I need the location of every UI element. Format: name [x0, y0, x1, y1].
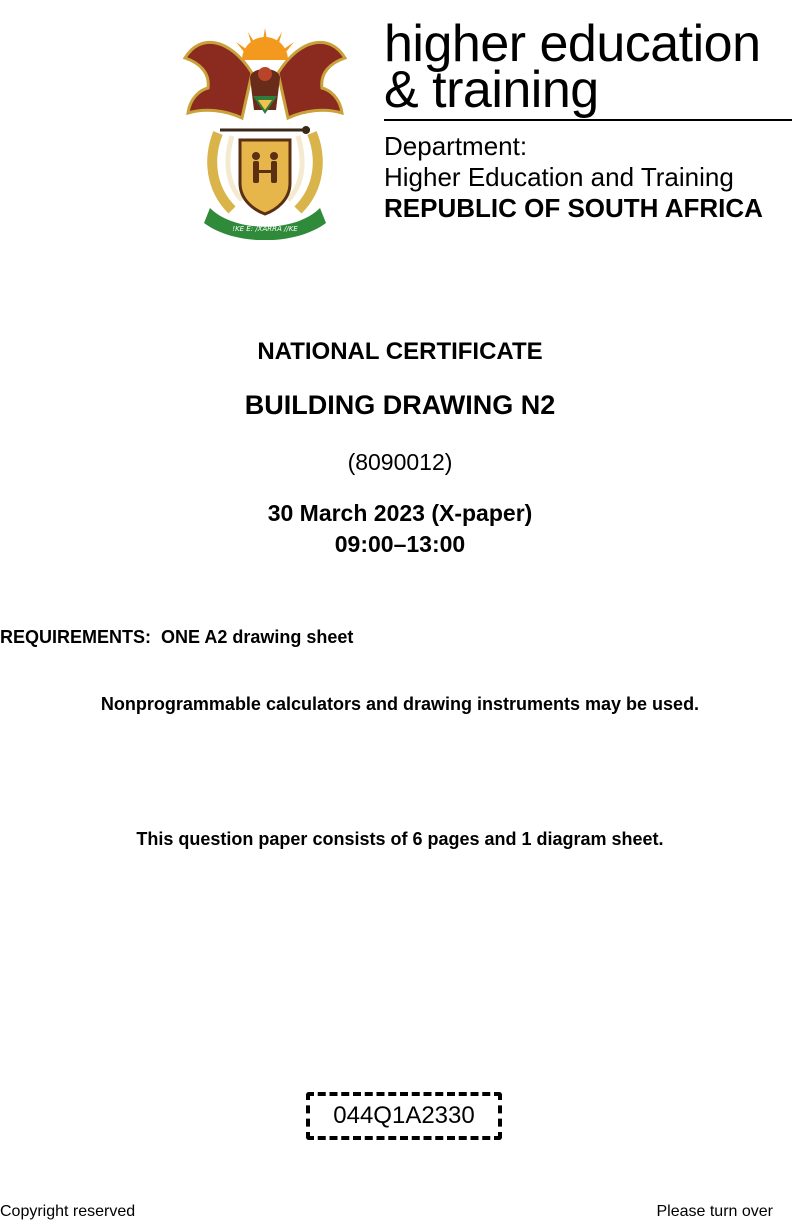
- copyright-text: Copyright reserved: [0, 1203, 136, 1220]
- exam-time: 09:00–13:00: [334, 531, 466, 557]
- calculators-note: Nonprogrammable calculators and drawing instruments may be used.: [100, 694, 700, 714]
- department-label: Department:: [384, 131, 528, 161]
- brand-line-2: & training: [384, 61, 599, 119]
- subject-code: (8090012): [347, 449, 453, 475]
- crest-motto-text: !KE E: /XARRA //KE: [232, 225, 298, 233]
- brand-divider: [384, 119, 792, 121]
- subject-title: BUILDING DRAWING N2: [244, 390, 556, 420]
- exam-date: 30 March 2023 (X-paper): [267, 500, 533, 526]
- crest-right-wing: [278, 42, 345, 118]
- crest-secretary-bird: [250, 67, 280, 114]
- crest-rising-sun: [236, 28, 294, 60]
- crest-left-wing: [185, 42, 252, 118]
- department-name: Higher Education and Training: [384, 162, 734, 192]
- crest-shield: [240, 140, 290, 214]
- country-name: REPUBLIC OF SOUTH AFRICA: [384, 193, 763, 223]
- certificate-title: NATIONAL CERTIFICATE: [257, 338, 543, 365]
- coat-of-arms-logo: [180, 18, 350, 240]
- requirements-text: REQUIREMENTS: ONE A2 drawing sheet: [0, 627, 354, 647]
- pages-note: This question paper consists of 6 pages and 1 diagram sheet.: [136, 829, 664, 849]
- turn-over-text: Please turn over: [656, 1203, 773, 1220]
- brand-line-1: higher education: [384, 15, 761, 73]
- paper-code: 044Q1A2330: [333, 1102, 475, 1129]
- paper-code-box: [306, 1092, 502, 1140]
